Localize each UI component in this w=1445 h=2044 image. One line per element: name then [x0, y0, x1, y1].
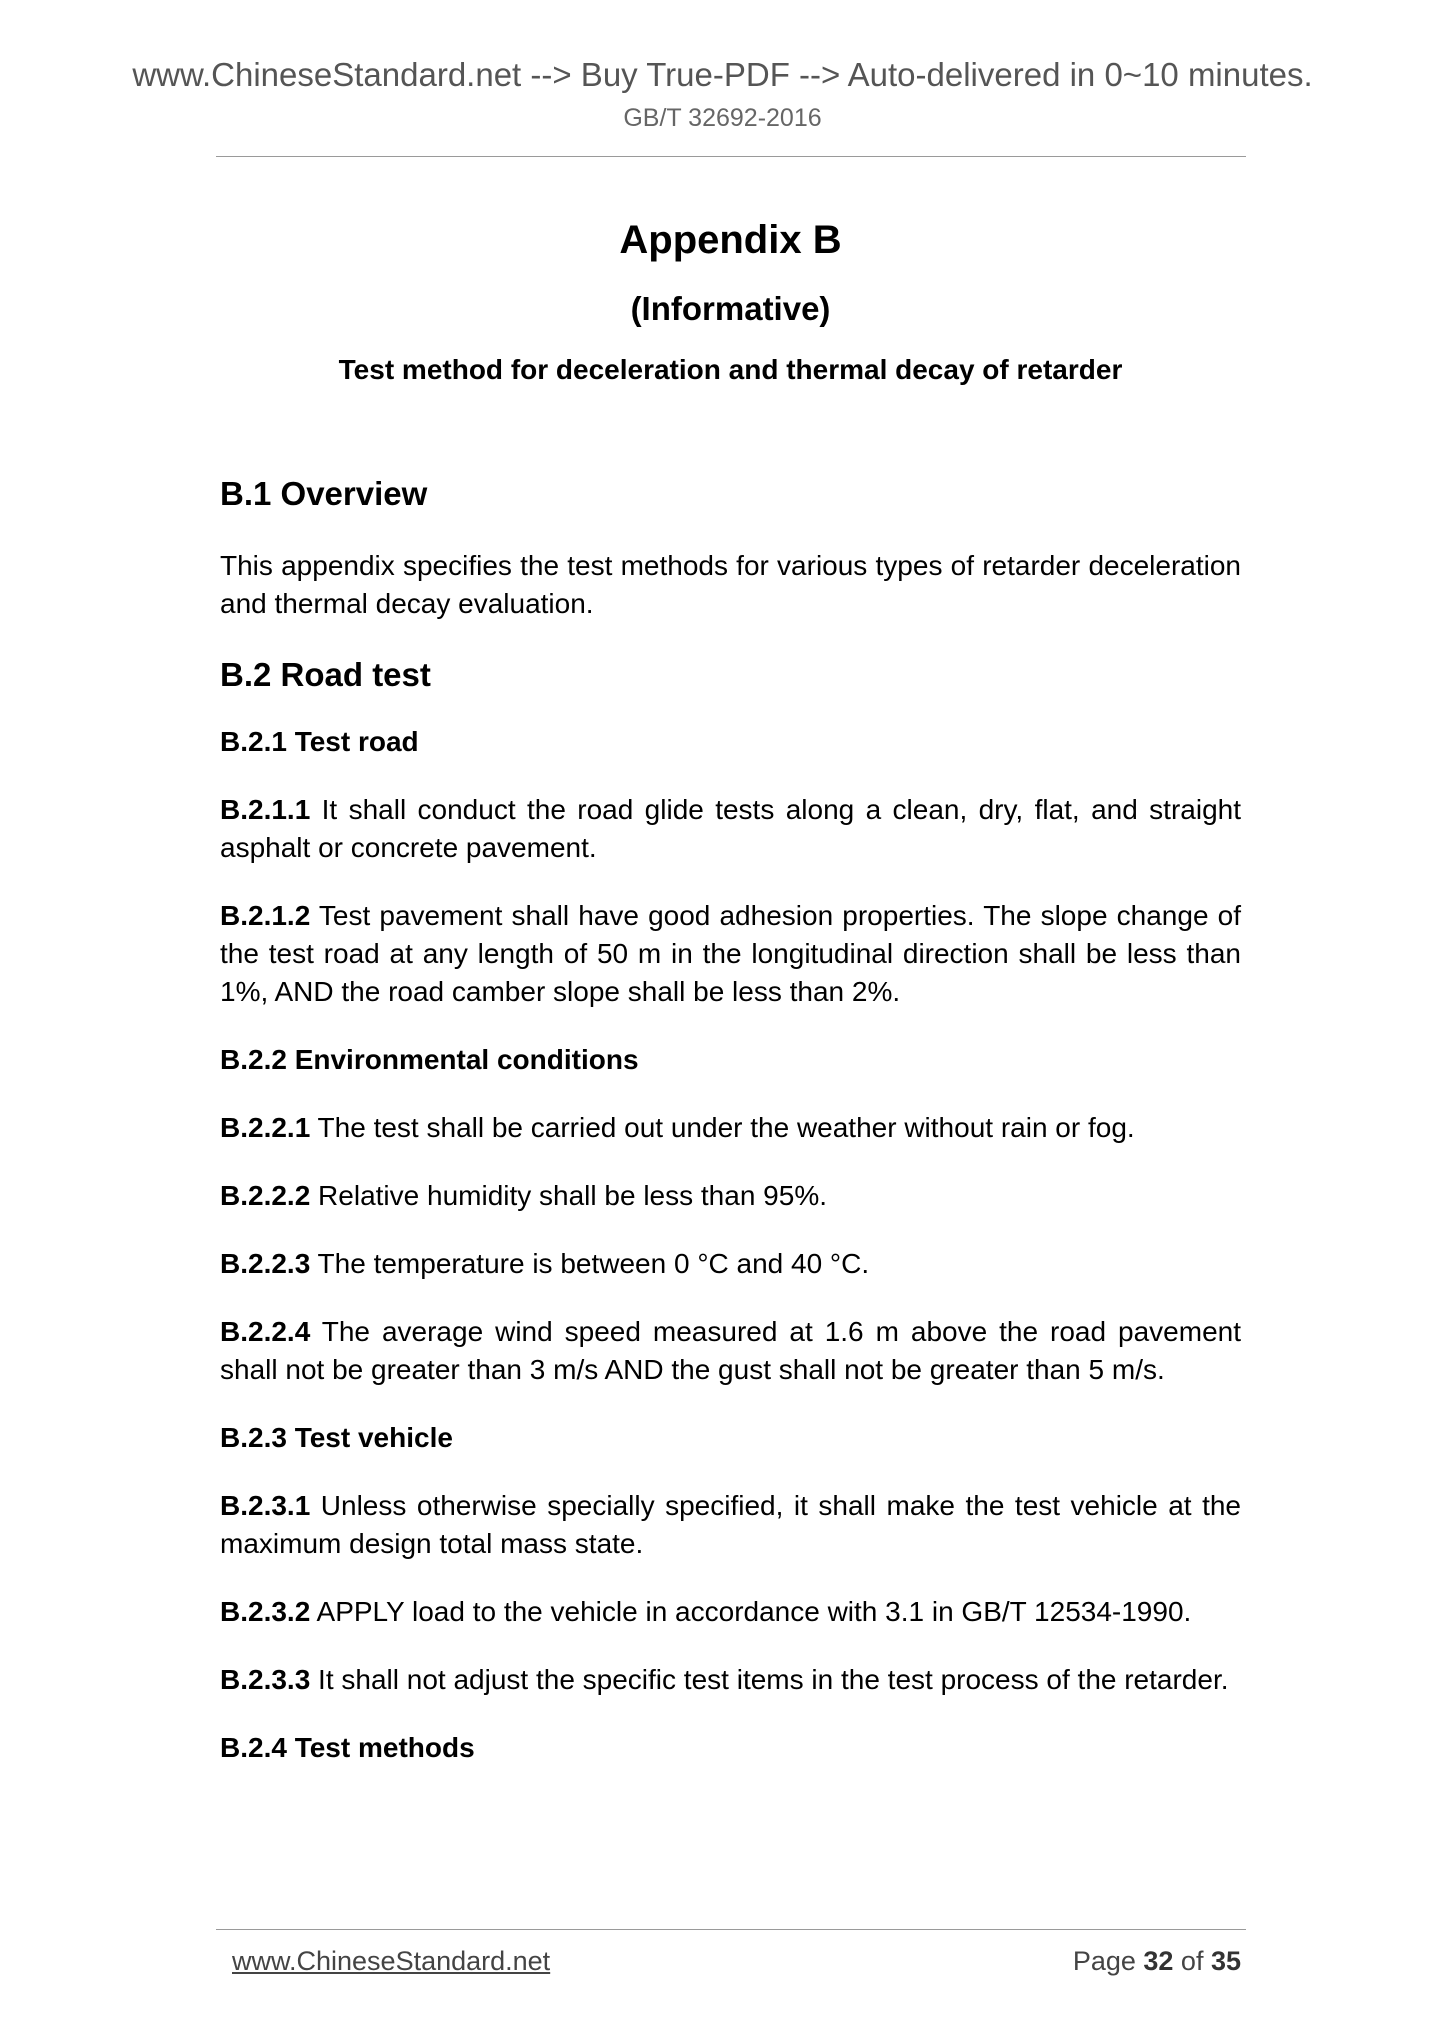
clause-number: B.2.3.1 — [220, 1490, 311, 1521]
clause-number: B.2.2.3 — [220, 1248, 311, 1279]
clause-b233 — [220, 1661, 1241, 1699]
subsection-heading-b24: B.2.4 Test methods — [220, 1732, 475, 1763]
clause-number: B.2.2.4 — [220, 1316, 311, 1347]
clause-b231 — [220, 1487, 1241, 1563]
clause-number: B.2.3.3 — [220, 1664, 311, 1695]
clause-b232 — [220, 1593, 1241, 1631]
clause-text: Unless otherwise specially specified, it shall make the test vehicle at the maximum design total mass state. — [220, 1490, 1241, 1559]
header-divider — [216, 156, 1246, 157]
current-page: 32 — [1143, 1946, 1174, 1976]
clause-text: It shall conduct the road glide tests along a clean, dry, flat, and straight asphalt or concrete pavement. — [220, 794, 1241, 863]
clause-b221 — [220, 1109, 1241, 1147]
clause-b212 — [220, 897, 1241, 1011]
clause-text: Test pavement shall have good adhesion properties. The slope change of the test road at any length of 50 m in the longitudinal direction shall be less than 1%, AND the road camber slope shall be less than 2%. — [220, 900, 1241, 1007]
clause-text: The test shall be carried out under the weather without rain or fog. — [310, 1112, 1135, 1143]
clause-b211 — [220, 791, 1241, 867]
subsection-heading-b23: B.2.3 Test vehicle — [220, 1422, 453, 1453]
subsection-heading-b22: B.2.2 Environmental conditions — [220, 1044, 639, 1075]
page-number — [1073, 1946, 1241, 1977]
clause-text: It shall not adjust the specific test items in the test process of the retarder. — [310, 1664, 1229, 1695]
page-label: Page — [1072, 1946, 1144, 1976]
paragraph-b1: This appendix specifies the test methods for various types of retarder deceleration and thermal decay evaluation. — [220, 550, 1241, 619]
clause-text: The average wind speed measured at 1.6 m above the road pavement shall not be greater than 3 m/s AND the gust shall not be greater than 5 m/s. — [220, 1316, 1241, 1385]
clause-number: B.2.2.2 — [220, 1180, 311, 1211]
section-heading-b2: B.2 Road test — [220, 656, 431, 693]
clause-text: The temperature is between 0 °C and 40 °C. — [310, 1248, 870, 1279]
clause-b224 — [220, 1313, 1241, 1389]
appendix-title: Appendix B — [619, 218, 842, 262]
footer-divider — [216, 1929, 1246, 1930]
document-code: GB/T 32692-2016 — [623, 104, 822, 132]
purchase-banner[interactable]: www.ChineseStandard.net --> Buy True-PDF --> Auto-delivered in 0~10 minutes. — [132, 56, 1313, 93]
clause-number: B.2.2.1 — [220, 1112, 311, 1143]
clause-text: APPLY load to the vehicle in accordance with 3.1 in GB/T 12534-1990. — [310, 1596, 1192, 1627]
appendix-type: (Informative) — [630, 290, 831, 327]
clause-b223 — [220, 1245, 1241, 1283]
page-content — [220, 210, 1241, 1767]
clause-number: B.2.3.2 — [220, 1596, 311, 1627]
clause-number: B.2.1.2 — [220, 900, 311, 931]
clause-b222 — [220, 1177, 1241, 1215]
total-pages: 35 — [1210, 1946, 1241, 1976]
footer-website-link[interactable]: www.ChineseStandard.net — [232, 1946, 551, 1976]
page-of-label: of — [1173, 1946, 1211, 1976]
section-heading-b1: B.1 Overview — [220, 475, 428, 512]
clause-text: Relative humidity shall be less than 95%. — [310, 1180, 827, 1211]
clause-number: B.2.1.1 — [220, 794, 311, 825]
subsection-heading-b21: B.2.1 Test road — [220, 726, 419, 757]
appendix-subtitle: Test method for deceleration and thermal decay of retarder — [338, 354, 1123, 385]
